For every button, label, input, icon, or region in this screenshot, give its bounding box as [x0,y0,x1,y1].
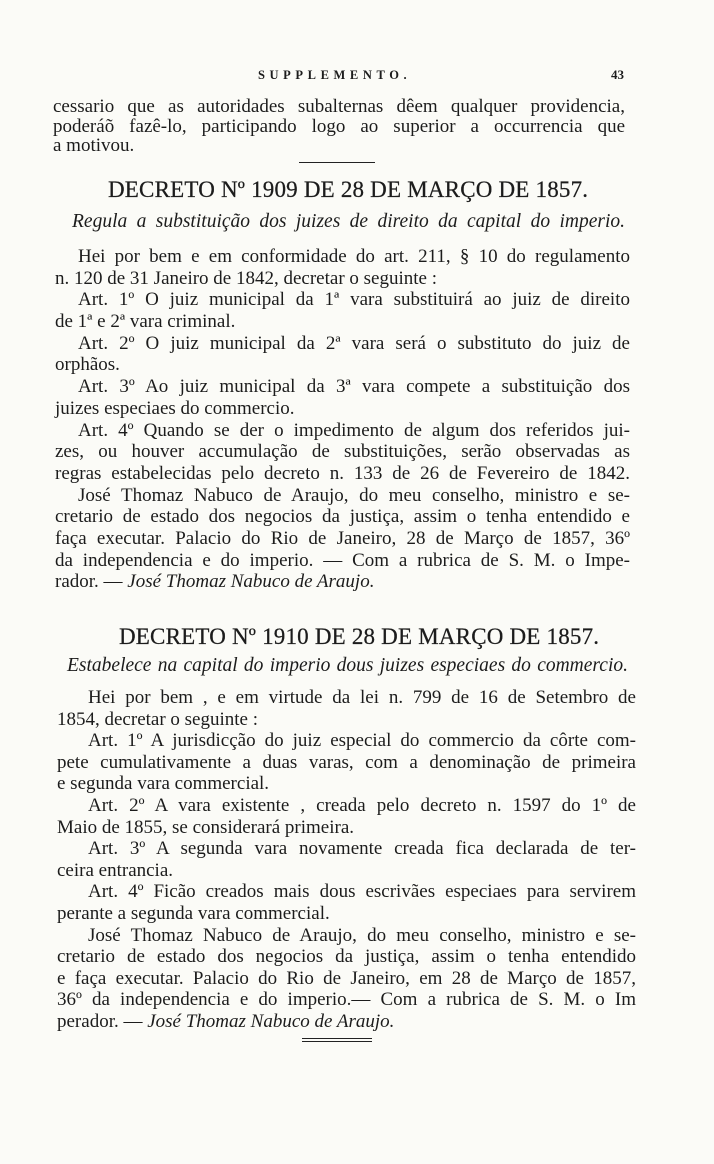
section-divider [299,162,375,163]
article-line: Art. 3º Ao juiz municipal da 3ª vara compete a substituição dos [78,376,630,398]
text-line: a motivou. [53,135,135,157]
text-line: orphãos. [55,354,120,376]
article-line: Art. 2º A vara existente , creada pelo decreto n. 1597 do 1º de [88,794,636,816]
text-line: perante a segunda vara commercial. [57,902,330,924]
article-line: Art. 4º Quando se der o impedimento de algum dos referidos jui- [78,419,630,441]
text-line: da independencia e do imperio. — Com a rubrica de S. M. o Impe- [55,549,630,571]
running-title: SUPPLEMENTO. [258,68,412,82]
text-line: n. 120 de 31 Janeiro de 1842, decretar o seguinte : [55,267,437,289]
decree-body [55,246,630,593]
text-line: regras estabelecidas pelo decreto n. 133 de 26 de Fevereiro de 1842. [55,462,630,484]
decree-summary: Regula a substituição dos juizes de direito da capital do imperio. [72,211,625,232]
article-line: Art. 2º O juiz municipal da 2ª vara será o substituto do juiz de [78,332,630,354]
decree-body [57,687,636,1033]
text-line: José Thomaz Nabuco de Araujo, do meu conselho, ministro e se- [78,484,630,506]
text-line: e segunda vara commercial. [57,773,270,795]
text-line: de 1ª e 2ª vara criminal. [55,311,236,333]
text-line: 36º da independencia e do imperio.— Com a rubrica de S. M. o Im [57,989,636,1011]
text-line: Maio de 1855, se considerará primeira. [57,816,355,838]
article-line: Art. 1º A jurisdicção do juiz especial do commercio da côrte com- [88,730,636,752]
text-line: Hei por bem , e em virtude da lei n. 799 de 16 de Setembro de [88,687,636,708]
article-line: Art. 4º Ficão creados mais dous escrivães especiaes para servirem [88,881,636,903]
closing-text: rador. — [55,571,123,593]
text-line: poderáõ fazê-lo, participando logo ao superior a occurrencia que [53,115,625,137]
closing-text: perador. — [57,1010,143,1032]
article-line: Art. 3º A segunda vara novamente creada fica declarada de ter- [88,838,636,860]
text-line: cretario de estado dos negocios da justiça, assim o tenha entendido e [55,506,630,528]
text-line: zes, ou houver accumulação de substituições, serão observadas as [55,441,630,463]
decree-closing-line [55,571,630,593]
text-line: Hei por bem e em conformidade do art. 211, § 10 do regulamento [78,246,630,267]
text-line: juizes especiaes do commercio. [55,397,295,419]
decree-summary: Estabelece na capital do imperio dous juizes especiaes do commercio. [67,655,628,676]
text-line: José Thomaz Nabuco de Araujo, do meu conselho, ministro e se- [88,924,636,946]
text-line: 1854, decretar o seguinte : [57,708,259,730]
decree-title: DECRETO Nº 1910 DE 28 DE MARÇO DE 1857. [119,624,600,649]
preceding-text [53,97,625,156]
end-double-rule [302,1038,372,1042]
page-number: 43 [611,67,624,82]
minister-signature: José Thomaz Nabuco de Araujo. [127,571,375,593]
text-line: ceira entrancia. [57,859,174,881]
text-line: cretario de estado dos negocios da justiça, assim o tenha entendido [57,946,636,968]
text-line: faça executar. Palacio do Rio de Janeiro, 28 de Março de 1857, 36º [55,527,630,549]
article-line: Art. 1º O juiz municipal da 1ª vara substituirá ao juiz de direito [78,289,630,311]
minister-signature: José Thomaz Nabuco de Araujo. [147,1010,395,1032]
decree-closing-line [57,1011,636,1033]
decree-title: DECRETO Nº 1909 DE 28 DE MARÇO DE 1857. [108,177,589,202]
text-line: e faça executar. Palacio do Rio de Janeiro, em 28 de Março de 1857, [57,967,636,989]
text-line: pete cumulativamente a duas varas, com a denominação de primeira [57,751,636,773]
text-line: cessario que as autoridades subalternas dêem qualquer providencia, [53,96,625,117]
